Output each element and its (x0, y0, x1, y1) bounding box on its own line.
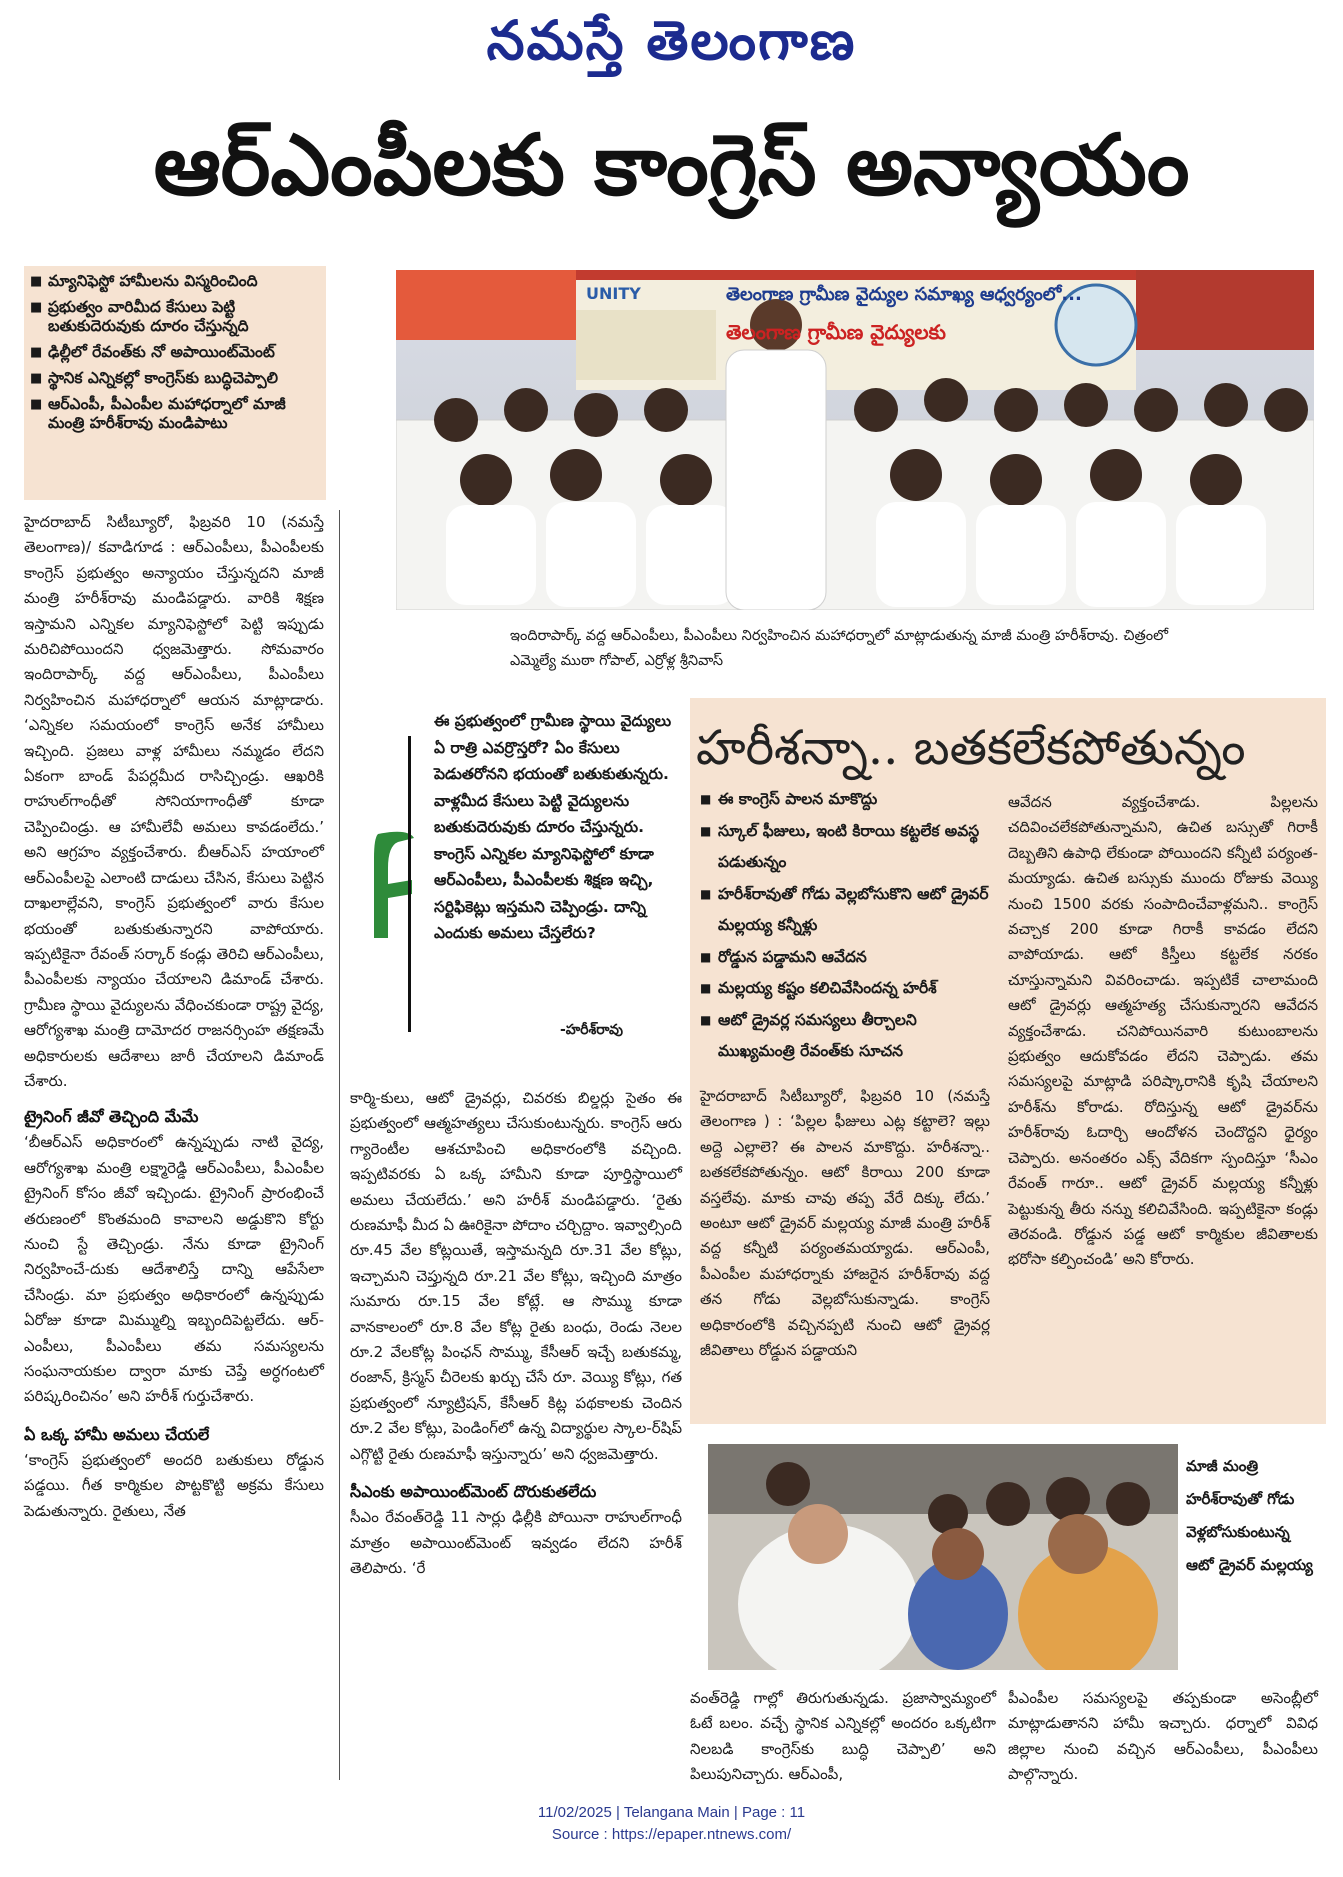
headline: ఆర్ఎంపీలకు కాంగ్రెస్ అన్యాయం (153, 116, 1190, 214)
article-paragraph: కార్మి-కులు, ఆటో డ్రైవర్లు, చివరకు బిల్డర్లు సైతం ఈ ప్రభుత్వంలో ఆత్మహత్యలు చేసుకుంటున్నరు. కాంగ్రెస్ ఆరు గ్యారెంటీల ఆశచూపించి అధికారంలోకి వచ్చింది. ఇప్పటివరకు ఏ ఒక్క హామీని కూడా పూర్తిస్థాయిలో అమలు చేయలేదు.’ అని హరీశ్ మండిపడ్డారు. ‘రైతు రుణమాఫీ మీద ఏ ఊరికైనా పోదాం చర్చిద్దాం. ఇవ్వాల్సింది రూ.45 వేల కోట్లయితే, ఇస్తామన్నది రూ.31 వేల కోట్లు, ఇచ్చామని చెప్తున్నది రూ.21 వేల కోట్లు, ఇచ్చింది మాత్రం సుమారు రూ.15 వేల కోట్లే. ఆ సొమ్ము కూడా వానకాలంలో రూ.8 వేల కోట్ల రైతు బంధు, రెండు నెలల రూ.2 వేలకోట్ల పింఛన్ సొమ్ము, కేసీఆర్ ఇచ్చే బతుకమ్మ, రంజాన్, క్రిస్మస్ చీరెలకు ఖర్చు చేసే రూ. వెయ్యి కోట్లు, గత ప్రభుత్వంలో న్యూట్రిషన్, కేసీఆర్ కిట్ల పథకాలకు చెందిన రూ.2 వేల కోట్లు, పెండింగ్‌లో ఉన్న విద్యార్థుల స్కాల-ర్‌షిప్ ఎగ్గొట్టి రైతు రుణమాఫీ ఇస్తున్నారు’ అని ధ్వజమెత్తారు. (350, 1089, 682, 1463)
banner-line2: తెలంగాణ గ్రామీణ వైద్యులకు (726, 320, 946, 344)
sidebar-bullet: ■ హరీశ్‌రావుతో గోడు వెల్లబోసుకొని ఆటో డ్రైవర్ మల్లయ్య కన్నీళ్లు (700, 879, 990, 942)
article-paragraph: హైదరాబాద్ సిటీబ్యూరో, ఫిబ్రవరి 10 (నమస్తే తెలంగాణ)/ కవాడిగూడ : ఆర్ఎంపీలు, పీఎంపీలకు కాంగ్రెస్ ప్రభుత్వం అన్యాయం చేస్తున్నదని మాజీ మంత్రి హరీశ్‌రావు మండిపడ్డారు. వారికి శిక్షణ ఇస్తామని ఎన్నికల మ్యానిఫెస్టోలో పెట్టి ఇప్పుడు మరిచిపోయిందని ధ్వజమెత్తారు. సోమవారం ఇందిరాపార్క్ వద్ద ఆర్ఎంపీలు, పీఎంపీలు నిర్వహించిన మహాధర్నాలో ఆయన మాట్లాడారు. ‘ఎన్నికల సమయంలో కాంగ్రెస్ అనేక హామీలు ఇచ్చింది. ప్రజలు వాళ్ల హామీలు నమ్మడం లేదని ఏకంగా బాండ్ పేపర్లమీద రాసిచ్చిండ్రు. ఆఖరికి రాహుల్‌గాంధీతో సోనియాగాంధీతో కూడా చెప్పించిండ్రు. ఆ హామీలేవీ అమలు కావడంలేదు.’ అని ఆగ్రహం వ్యక్తంచేశారు. బీఆర్ఎస్ హయాంలో ఆర్ఎంపీలపై ఎలాంటి దాడులు చేసిన, కేసులు పెట్టిన దాఖలాల్లేవని, కాంగ్రెస్ ప్రభుత్వంలో వారు కేసుల భయంతో బతుకుతున్నారని వాపోయారు. ఇప్పటికైనా రేవంత్ సర్కార్ కండ్లు తెరిచి ఆర్ఎంపీలు, పీఎంపీలకు న్యాయం చేయాలని డిమాండ్ చేశారు. గ్రామీణ స్థాయి వైద్యులను వేధించకుండా రాష్ట్ర వైద్య, ఆరోగ్యశాఖ మంత్రి దామోదర రాజనర్సింహ తక్షణమే అధికారులకు ఆదేశాలు జారీ చేయాలని డిమాండ్ చేశారు. (24, 513, 324, 1090)
article-paragraph: ‘కాంగ్రెస్ ప్రభుత్వంలో అందరి బతుకులు రోడ్డున పడ్డయి. గీత కార్మికుల పొట్టకొట్టి అక్రమ కేసులు పెడుతున్నారు. రైతులు, నేత (24, 1450, 324, 1520)
footer-date-page: 11/02/2025 | Telangana Main | Page : 11 (537, 1804, 806, 1821)
article-column-1 (24, 510, 324, 1524)
sidebar-bullet: ■ ఆటో డ్రైవర్ల సమస్యలు తీర్చాలని ముఖ్యమంత్రి రేవంత్‌కు సూచన (700, 1005, 990, 1068)
article-column-3-right: పీఎంపీల సమస్యలపై తప్పకుండా అసెంబ్లీలో మాట్లాడుతానని హామీ ఇచ్చారు. ధర్నాలో వివిధ జిల్లాల నుంచి వచ్చిన ఆర్ఎంపీలు, పీఎంపీలు పాల్గొన్నారు. (1008, 1689, 1318, 1784)
quote-bar (408, 736, 411, 1032)
footer (0, 1802, 1343, 1846)
sidebar-bullet: ■ మల్లయ్య కష్టం కలిచివేసిందన్న హరీశ్ (700, 973, 990, 1005)
quote-author: -హరీశ్‌రావు (560, 1022, 623, 1038)
highlight-item: ■ స్థానిక ఎన్నికల్లో కాంగ్రెస్‌కు బుద్ధిచెప్పాలి (30, 369, 320, 388)
article-paragraph: ‘బీఆర్ఎస్ అధికారంలో ఉన్నప్పుడు నాటి వైద్య, ఆరోగ్యశాఖ మంత్రి లక్ష్మారెడ్డి ఆర్ఎంపీలు, పీఎంపీల ట్రైనింగ్ కోసం జీవో ఇచ్చిండు. ట్రైనింగ్ ప్రారంభించే తరుణంలో కొంతమంది కావాలని అడ్డుకొని కోర్టు నుంచి స్టే తెచ్చిండ్రు. నేను కూడా ట్రైనింగ్ నిర్వహించే-దుకు ఆదేశాలిస్తే దాన్ని ఆపేసేలా చేసిండ్రు. మా ప్రభుత్వం అధికారంలో ఉన్నప్పుడు ఏరోజు కూడా మిమ్ముల్ని ఇబ్బందిపెట్టలేదు. ఆర్-ఎంపీలు, పీఎంపీలు తమ సమస్యలను సంఘనాయకుల ద్వారా మాకు చెప్తే అర్ధగంటలో పరిష్కరించినం’ అని హరీశ్ గుర్తుచేశారు. (24, 1133, 324, 1406)
column-divider (339, 510, 340, 1780)
auto-driver-photo (708, 1444, 1178, 1670)
main-photo (396, 270, 1314, 610)
highlight-item: ■ మ్యానిఫెస్టో హామీలను విస్మరించింది (30, 272, 320, 291)
article-paragraph: సీఎం రేవంత్‌రెడ్డి 11 సార్లు ఢిల్లీకి పోయినా రాహుల్‌గాంధీ మాత్రం అపాయింట్‌మెంట్ ఇవ్వడం లేదని హరీశ్ తెలిపారు. ‘రే (350, 1508, 682, 1577)
banner-line1: తెలంగాణ గ్రామీణ వైద్యుల సమాఖ్య ఆధ్వర్యంలో... (726, 284, 1082, 305)
sidebar-bullets (700, 784, 990, 1068)
sidebar-paragraph-right: ఆవేదన వ్యక్తంచేశాడు. పిల్లలను చదివించలేకపోతున్నామని, ఉచిత బస్సుతో గిరాకీ దెబ్బతిని ఉపాధి లేకుండా పోయిందని కన్నీటి పర్యంత-మయ్యాడు. ఉచిత బస్సుకు ముందు రోజుకు వెయ్యి నుంచి 1500 వరకు సంపాదించేవాళ్లమని.. కాంగ్రెస్ వచ్చాక 200 కూడా గిరాకీ కావడం లేదని వాపోయాడు. ఆటో కిస్తీలు కట్టలేక నరకం చూస్తున్నామని వివరించాడు. ఇప్పటికే చాలామంది ఆటో డ్రైవర్లు ఆత్మహత్య చేసుకున్నారని ఆవేదన వ్యక్తంచేశాడు. చనిపోయినవారి కుటుంబాలను ప్రభుత్వం ఆదుకోవడం లేదని చెప్పాడు. తమ సమస్యలపై మాట్లాడి పరిష్కారానికి కృషి చేయాలని హరీశ్‌ను కోరాడు. రోదిస్తున్న ఆటో డ్రైవర్‌ను హరీశ్‌రావు ఓదార్చి ఆందోళన చెందొద్దని ధైర్యం చెప్పారు. అనంతరం ఎక్స్ వేదికగా స్పందిస్తూ ‘సీఎం రేవంత్ గారూ.. ఆటో డ్రైవర్ మల్లయ్య కన్నీళ్లు పెట్టుకున్న తీరు నన్ను కలిచివేసింది. ఇప్పటికైనా కండ్లు తెరవండి. రోడ్డున పడ్డ ఆటో కార్మికుల జీవితాలకు భరోసా కల్పించండి’ అని కోరారు. (1008, 793, 1318, 1269)
article-column-2 (350, 1086, 682, 1581)
auto-driver-caption: మాజీ మంత్రి హరీశ్‌రావుతో గోడు వెళ్లబోసుకుంటున్న ఆటో డ్రైవర్ మల్లయ్య (1186, 1457, 1313, 1574)
sidebar-bullet: ■ రోడ్డున పడ్డామని ఆవేదన (700, 942, 990, 974)
sidebar-bullet: ■ ఈ కాంగ్రెస్ పాలన మాకొద్దు (700, 784, 990, 816)
highlight-item: ■ ఆర్ఎంపీ, పీఎంపీల మహాధర్నాలో మాజీ మంత్రి హరీశ్‌రావు మండిపాటు (30, 395, 320, 433)
sidebar-title: హరీశన్నా.. బతకలేకపోతున్నం (696, 720, 1246, 776)
footer-source: Source : https://epaper.ntnews.com/ (551, 1826, 792, 1843)
banner-unity: UNITY (586, 284, 641, 303)
quote-text: ఈ ప్రభుత్వంలో గ్రామీణ స్థాయి వైద్యులు ఏ రాత్రి ఎవర్రొస్తరో? ఏం కేసులు పెడుతరోనని భయంతో బతుకుతున్నరు. వాళ్లమీద కేసులు పెట్టి వైద్యులను బతుకుదెరువుకు దూరం చేస్తున్నరు. కాంగ్రెస్ ఎన్నికల మ్యానిఫెస్టోలో కూడా ఆర్ఎంపీలు, పీఎంపీలకు శిక్షణ ఇచ్చి, సర్టిఫికెట్లు ఇస్తమని చెప్పిండ్రు. దాన్ని ఎందుకు అమలు చేస్తలేరు? (434, 712, 672, 942)
highlights-box (24, 266, 326, 500)
masthead-logo: నమస్తే తెలంగాణ (486, 8, 857, 72)
highlight-item: ■ ఢిల్లీలో రేవంత్‌కు నో అపాయింట్‌మెంట్ (30, 343, 320, 362)
subheading: ట్రైనింగ్ జీవో తెచ్చింది మేమే (24, 1107, 199, 1127)
sidebar-paragraph-left: హైదరాబాద్ సిటీబ్యూరో, ఫిబ్రవరి 10 (నమస్తే తెలంగాణ ) : ‘పిల్లల ఫీజులు ఎట్ల కట్టాలె? ఇల్లు అద్దె ఎల్లాలె? ఈ పాలన మాకొద్దు. హరీశన్నా.. బతకలేకపోతున్నం. ఆటో కిరాయి 200 కూడా వస్తలేవు. మాకు చావు తప్ప వేరే దిక్కు లేదు.’ అంటూ ఆటో డ్రైవర్ మల్లయ్య మాజీ మంత్రి హరీశ్ వద్ద కన్నీటి పర్యంతమయ్యాడు. ఆర్ఎంపీ, పీఎంపీల మహాధర్నాకు హాజరైన హరీశ్‌రావు వద్ద తన గోడు వెల్లబోసుకున్నాడు. కాంగ్రెస్ అధికారంలోకి వచ్చినప్పటి నుంచి ఆటో డ్రైవర్ల జీవితాలు రోడ్డున పడ్డాయని (700, 1087, 990, 1360)
subheading: ఏ ఒక్క హామీ అమలు చేయలే (24, 1424, 210, 1444)
sidebar-bullet: ■ స్కూల్ ఫీజులు, ఇంటి కిరాయి కట్టలేక అవస్థ పడుతున్నం (700, 816, 990, 879)
article-column-3-left: వంత్‌రెడ్డి గాల్లో తిరుగుతున్నడు. ప్రజాస్వామ్యంలో ఓటే బలం. వచ్చే స్థానిక ఎన్నికల్లో అందరం ఒక్కటిగా నిలబడి కాంగ్రెస్‌కు బుద్ధి చెప్పాలి’ అని పిలుపునిచ్చారు. ఆర్ఎంపీ, (690, 1689, 996, 1784)
highlight-item: ■ ప్రభుత్వం వారిమీద కేసులు పెట్టి బతుకుదెరువుకు దూరం చేస్తున్నది (30, 298, 320, 336)
photo-caption: ఇందిరాపార్క్ వద్ద ఆర్ఎంపీలు, పీఎంపీలు నిర్వహించిన మహాధర్నాలో మాట్లాడుతున్న మాజీ మంత్రి హరీశ్‌రావు. చిత్రంలో ఎమ్మెల్యే ముఠా గోపాల్, ఎర్రోళ్ల శ్రీనివాస్ (510, 628, 1169, 669)
subheading: సీఎంకు అపాయింట్‌మెంట్ దొరుకుతలేదు (350, 1482, 597, 1502)
